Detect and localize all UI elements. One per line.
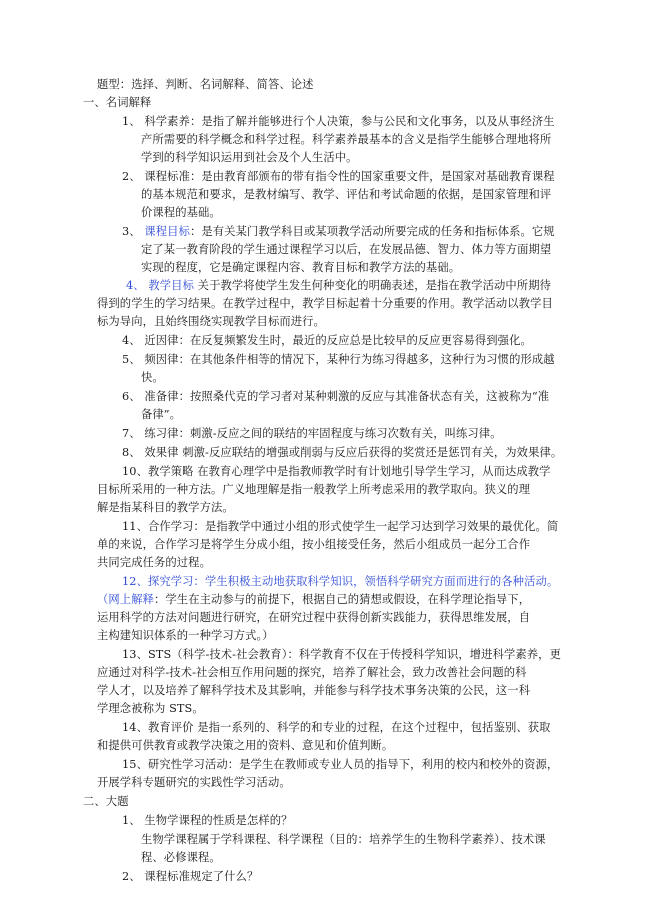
item-1-line-2: 产所需要的科学概念和科学过程。科学素养最基本的含义是指学生能够合理地将所 [141,133,552,146]
item-12-line-2: （网上解释：学生在主动参与的前提下，根据自己的猜想或假设，在科学理论指导下， [97,593,531,606]
item-4-line-3: 标为导向，且始终围绕实现教学目标而进行。 [97,315,325,328]
item-13-line-1: 13、STS（科学-技术-社会教育）：科学教育不仅在于传授科学知识，增进科学素养，更 [122,648,561,661]
item-10-line-3: 解是指某科目的教学方法。 [97,501,234,514]
item-13-line-2: 应通过对科学-技术-社会相互作用问题的探究，培养了解社会，致力改善社会问题的科 [97,666,527,679]
item-13-line-4: 学理念被称为 STS。 [97,702,204,715]
item-3-line-3: 实现的程度，它是确定课程内容、教育目标和教学方法的基础。 [141,261,461,274]
item-4-term: 教学目标 [148,279,194,292]
item-15-line-1: 15、研究性学习活动：是学生在教师或专业人员的指导下，利用的校内和校外的资源， [122,758,559,771]
item-5-line-1: 5、 频因律：在其他条件相等的情况下，某种行为练习得越多，这种行为习惯的形成越 [122,353,555,366]
item-11-line-3: 共同完成任务的过程。 [97,556,211,569]
item-1-line-1: 1、 科学素养：是指了解并能够进行个人决策，参与公民和文化事务，以及从事经济生 [122,115,555,128]
item-8-line-1: 8、 效果律 刺激-反应联结的增强或削弱与反应后获得的奖赏还是惩罚有关，为效果律。 [122,446,563,459]
item-11-line-2: 单的来说，合作学习是将学生分成小组，按小组接受任务，然后小组成员一起分工合作 [97,538,531,551]
item-13-line-3: 学人才，以及培养了解科学技术及其影响，并能参与科学技术事务决策的公民，这一科 [97,684,531,697]
exam-types-line: 题型：选择、判断、名词解释、简答、论述 [97,78,314,91]
item-1-line-3: 学到的科学知识运用到社会及个人生活中。 [141,151,358,164]
item-7-line-1: 7、 练习律：刺激-反应之间的联结的牢固程度与练习次数有关，叫练习律。 [122,427,502,440]
item-12-line-4: 主构建知识体系的一种学习方式。） [97,629,274,642]
item-6-line-2: 备律”。 [141,408,182,421]
section-1-title: 一、名词解释 [83,96,152,109]
question-1: 1、 生物学课程的性质是怎样的？ [122,814,293,827]
item-3-line-1: 3、 课程目标：是有关某门教学科目或某项教学活动所要完成的任务和指标体系。它规 [122,225,555,238]
item-4b-line-1: 4、 近因律：在反复频繁发生时，最近的反应总是比较早的反应更容易得到强化。 [122,334,532,347]
item-6-line-1: 6、 准备律：按照桑代克的学习者对某种刺激的反应与其准备状态有关，这被称为“准 [122,390,550,403]
question-2: 2、 课程标准规定了什么？ [122,870,259,883]
item-12-line-3: 运用科学的方法对问题进行研究，在研究过程中获得创新实践能力，获得思维发展，自 [97,611,531,624]
item-3-term: 课程目标 [144,225,190,238]
item-4-line-2: 得到的学生的学习结果。在教学过程中，教学目标起着十分重要的作用。教学活动以教学目 [97,297,553,310]
item-12-line-1: 12、探究学习：学生积极主动地获取科学知识，领悟科学研究方面而进行的各种活动。 [122,575,559,588]
item-10-line-1: 10、教学策略 在教育心理学中是指教师教学时有计划地引导学生学习，从而达成教学 [122,465,551,478]
item-2-line-2: 的基本规范和要求，是教材编写、教学、评估和考试命题的依据，是国家管理和评 [141,188,552,201]
answer-1-line-1: 生物学课程属于学科课程、科学课程（目的：培养学生的生物科学素养）、技术课 [141,833,546,846]
item-5-line-2: 快。 [141,371,164,384]
item-3-number: 3、 [122,225,141,238]
item-14-line-1: 14、教育评价 是指一系列的、科学的和专业的过程，在这个过程中，包括鉴别、获取 [122,721,551,734]
item-15-line-2: 开展学科专题研究的实践性学习活动。 [97,776,291,789]
item-12-web-note: （网上解释 [97,593,154,606]
item-4-number: 4、 [126,279,145,292]
item-4-line-1: 4、 教学目标 关于教学将使学生发生何种变化的明确表述，是指在教学活动中所期待 [126,279,551,292]
item-14-line-2: 和提供可供教育或教学决策之用的资料、意见和价值判断。 [97,739,394,752]
item-3-line-2: 定了某一教育阶段的学生通过课程学习以后，在发展品德、智力、体力等方面期望 [141,243,552,256]
item-11-line-1: 11、合作学习：是指教学中通过小组的形式使学生一起学习达到学习效果的最优化。简 [122,520,559,533]
answer-1-line-2: 程、必修课程。 [141,851,221,864]
item-10-line-2: 目标所采用的一种方法。广义地理解是指一般教学上所考虑采用的教学取向。狭义的理 [97,483,531,496]
section-2-title: 二、大题 [83,795,129,808]
item-2-line-3: 价课程的基础。 [141,206,221,219]
item-2-line-1: 2、 课程标准：是由教育部颁布的带有指令性的国家重要文件，是国家对基础教育课程 [122,170,555,183]
